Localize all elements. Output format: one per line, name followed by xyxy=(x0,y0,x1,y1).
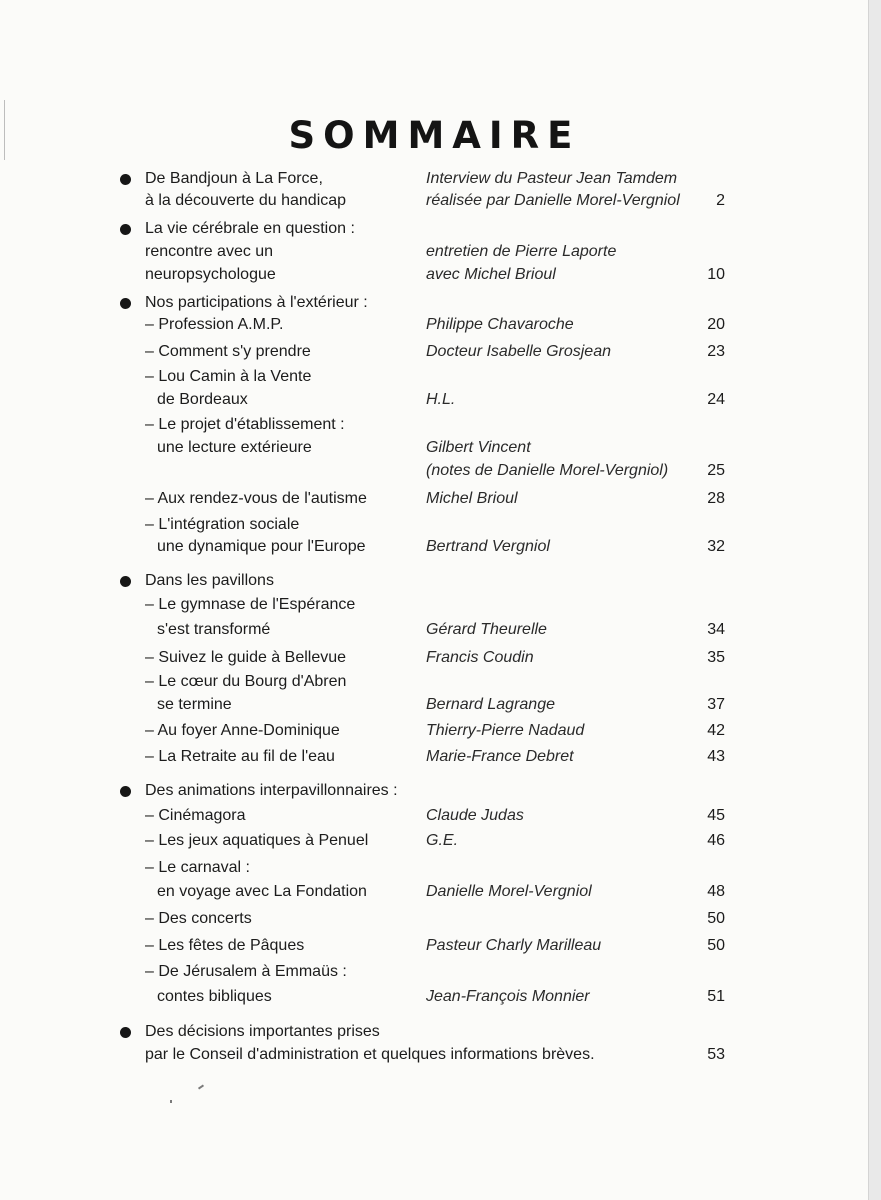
entry-author: Gérard Theurelle xyxy=(426,621,547,638)
entry-title-line: – Le projet d'établissement : xyxy=(145,416,345,433)
entry-title-line: – Cinémagora xyxy=(145,807,246,824)
entry-title-line: – Le cœur du Bourg d'Abren xyxy=(145,673,347,690)
entry-title-line: – Comment s'y prendre xyxy=(145,343,311,360)
entry-author: Interview du Pasteur Jean Tamdem xyxy=(426,170,678,187)
entry-page-number: 34 xyxy=(707,621,725,638)
entry-page-number: 35 xyxy=(707,649,725,666)
entry-title-line: se termine xyxy=(157,696,232,713)
entry-title-line: de Bordeaux xyxy=(157,391,248,408)
entry-title-line: – Lou Camin à la Vente xyxy=(145,368,312,385)
entry-title-line: s'est transformé xyxy=(157,621,271,638)
entry-title-line: – Le carnaval : xyxy=(145,859,250,876)
bullet-icon xyxy=(120,576,131,587)
bullet-icon xyxy=(120,1027,131,1038)
entry-page-number: 28 xyxy=(707,490,725,507)
entry-author: Michel Brioul xyxy=(426,490,518,507)
entry-title-line: en voyage avec La Fondation xyxy=(157,883,367,900)
entry-page-number: 2 xyxy=(716,192,725,209)
entry-title-line: contes bibliques xyxy=(157,988,272,1005)
ink-speck xyxy=(170,1100,172,1103)
entry-author: Docteur Isabelle Grosjean xyxy=(426,343,611,360)
entry-author: Danielle Morel-Vergniol xyxy=(426,883,592,900)
entry-page-number: 32 xyxy=(707,538,725,555)
entry-page-number: 37 xyxy=(707,696,725,713)
entry-author: G.E. xyxy=(426,832,459,849)
entry-page-number: 45 xyxy=(707,807,725,824)
entry-title-line: De Bandjoun à La Force, xyxy=(145,170,323,187)
entry-title-line: – Profession A.M.P. xyxy=(145,316,284,333)
page-title: SOMMAIRE xyxy=(288,113,581,157)
entry-title-line: Des animations interpavillonnaires : xyxy=(145,782,398,799)
entry-title-line: La vie cérébrale en question : xyxy=(145,220,355,237)
entry-page-number: 42 xyxy=(707,722,725,739)
entry-author: Marie-France Debret xyxy=(426,748,574,765)
entry-author: Gilbert Vincent xyxy=(426,439,531,456)
entry-page-number: 50 xyxy=(707,910,725,927)
entry-page-number: 50 xyxy=(707,937,725,954)
entry-page-number: 20 xyxy=(707,316,725,333)
bullet-icon xyxy=(120,298,131,309)
entry-author: Jean-François Monnier xyxy=(426,988,590,1005)
entry-title-line: – Le gymnase de l'Espérance xyxy=(145,596,356,613)
entry-author: Bertrand Vergniol xyxy=(426,538,550,555)
entry-author: Bernard Lagrange xyxy=(426,696,555,713)
entry-author: Claude Judas xyxy=(426,807,524,824)
entry-title-line: une lecture extérieure xyxy=(157,439,312,456)
entry-author: Francis Coudin xyxy=(426,649,534,666)
entry-author: Thierry-Pierre Nadaud xyxy=(426,722,585,739)
entry-page-number: 23 xyxy=(707,343,725,360)
entry-page-number: 46 xyxy=(707,832,725,849)
entry-author: avec Michel Brioul xyxy=(426,266,556,283)
entry-title-line: – L'intégration sociale xyxy=(145,516,300,533)
bullet-icon xyxy=(120,786,131,797)
entry-title-line: – De Jérusalem à Emmaüs : xyxy=(145,963,347,980)
entry-page-number: 43 xyxy=(707,748,725,765)
entry-title-line: – Les fêtes de Pâques xyxy=(145,937,305,954)
entry-page-number: 53 xyxy=(707,1046,725,1063)
entry-title-line: une dynamique pour l'Europe xyxy=(157,538,366,555)
entry-title-line: – Des concerts xyxy=(145,910,252,927)
entry-title-line: neuropsychologue xyxy=(145,266,276,283)
entry-title-line: Nos participations à l'extérieur : xyxy=(145,294,368,311)
entry-page-number: 25 xyxy=(707,462,725,479)
entry-author: Philippe Chavaroche xyxy=(426,316,574,333)
entry-title-line: par le Conseil d'administration et quelques informations brèves. xyxy=(145,1046,595,1063)
entry-page-number: 10 xyxy=(707,266,725,283)
entry-page-number: 24 xyxy=(707,391,725,408)
entry-title-line: Des décisions importantes prises xyxy=(145,1023,380,1040)
entry-page-number: 48 xyxy=(707,883,725,900)
entry-author: H.L. xyxy=(426,391,456,408)
entry-title-line: à la découverte du handicap xyxy=(145,192,347,209)
entry-title-line: – Au foyer Anne-Dominique xyxy=(145,722,340,739)
entry-author: (notes de Danielle Morel-Vergniol) xyxy=(426,462,669,479)
bullet-icon xyxy=(120,174,131,185)
entry-title-line: – Les jeux aquatiques à Penuel xyxy=(145,832,369,849)
entry-title-line: rencontre avec un xyxy=(145,243,274,260)
entry-author: réalisée par Danielle Morel-Vergniol xyxy=(426,192,680,209)
bullet-icon xyxy=(120,224,131,235)
entry-page-number: 51 xyxy=(707,988,725,1005)
entry-title-line: – Aux rendez-vous de l'autisme xyxy=(145,490,367,507)
page-edge xyxy=(869,0,881,1200)
entry-author: entretien de Pierre Laporte xyxy=(426,243,617,260)
entry-title-line: Dans les pavillons xyxy=(145,572,274,589)
entry-author: Pasteur Charly Marilleau xyxy=(426,937,602,954)
entry-title-line: – Suivez le guide à Bellevue xyxy=(145,649,347,666)
entry-title-line: – La Retraite au fil de l'eau xyxy=(145,748,335,765)
